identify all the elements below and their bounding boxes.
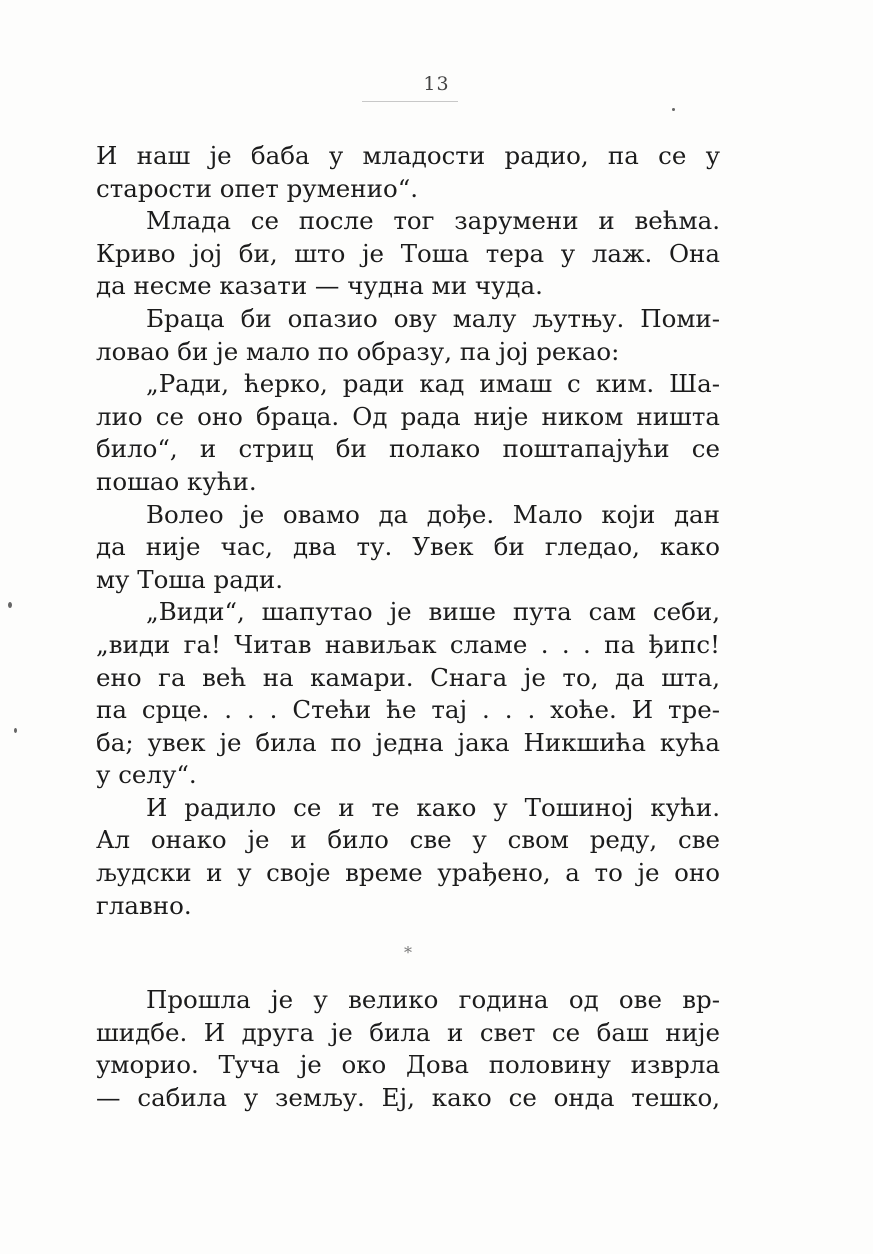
scan-speck <box>14 728 17 733</box>
scan-speck <box>672 108 675 111</box>
text-line: људски и у своје време урађено, а то је оно <box>96 858 720 888</box>
text-line: Волео је овамо да дође. Мало који дан <box>146 499 720 529</box>
body-text <box>96 140 720 1115</box>
text-line: „види га! Читав навиљак сламе . . . па ђипс! <box>96 629 720 659</box>
text-line: било“, и стриц би полако поштапајући се <box>96 434 720 464</box>
text-line: да несме казати — чудна ми чуда. <box>96 271 543 301</box>
text-line: Млада се после тог зарумени и већма. <box>146 206 720 236</box>
section-separator: * <box>404 943 412 963</box>
page-number: 13 <box>423 73 450 95</box>
text-line: „Ради, ћерко, ради кад имаш с ким. Ша- <box>146 369 720 399</box>
header-rule <box>362 101 458 102</box>
text-line: у селу“. <box>96 760 197 790</box>
text-line: И наш је баба у младости радио, па се у <box>96 141 720 170</box>
text-line: главно. <box>96 890 192 920</box>
text-line: Криво јој би, што је Тоша тера у лаж. Она <box>96 238 720 268</box>
text-line: шидбе. И друга је била и свет се баш није <box>96 1017 720 1047</box>
text-line: Прошла је у велико година од ове вр- <box>146 985 720 1015</box>
text-line: уморио. Туча је око Дова половину изврла <box>96 1050 720 1080</box>
text-line: — сабила у земљу. Еј, како се онда тешко, <box>96 1083 720 1113</box>
text-line: ено га већ на камари. Снага је то, да шта, <box>96 662 720 692</box>
text-line: ловао би је мало по образу, па јој рекао: <box>96 336 620 366</box>
text-line: му Тоша ради. <box>96 564 284 594</box>
text-line: ба; увек је била по једна јака Никшића кућа <box>96 727 720 757</box>
text-line: Браца би опазио ову малу љутњу. Поми- <box>146 303 720 333</box>
text-line: Ал онако је и било све у свом реду, све <box>96 825 720 855</box>
text-line: лио се оно браца. Од рада није ником ништа <box>96 401 720 431</box>
text-block-before-separator <box>96 140 720 922</box>
text-line: И радило се и те како у Тошиној кући. <box>146 792 720 822</box>
text-line: старости опет руменио“. <box>96 173 419 203</box>
text-line: „Види“, шапутао је више пута сам себи, <box>146 597 720 627</box>
text-line: па срце. . . . Стећи ће тај . . . хоће. И тре- <box>96 695 720 725</box>
text-line: да није час, два ту. Увек би гледао, како <box>96 532 720 562</box>
text-block-after-separator <box>96 984 720 1114</box>
scan-speck <box>8 602 12 608</box>
text-line: пошао кући. <box>96 466 257 496</box>
